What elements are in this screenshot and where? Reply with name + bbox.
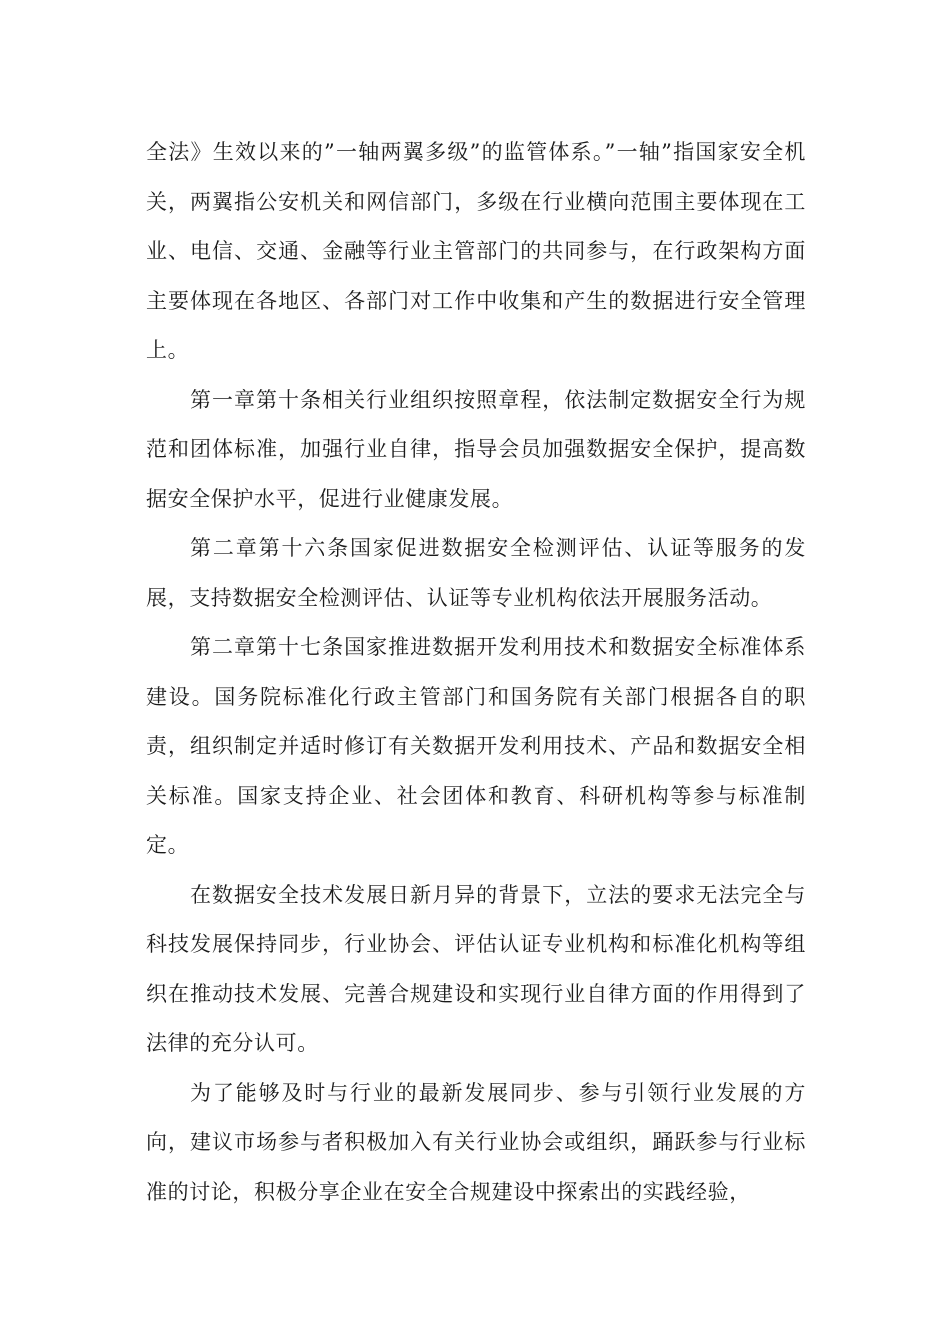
paragraph-industry-self-regulation: 在数据安全技术发展日新月异的背景下，立法的要求无法完全与科技发展保持同步，行业协会、评估认证专业机构和标准化机构等组织在推动技术发展、完善合规建设和实现行业自律方面的作用得到了法律的充分认可。: [146, 882, 806, 1055]
paragraph-chapter2-article17: 第二章第十七条国家推进数据开发利用技术和数据安全标准体系建设。国务院标准化行政主管部门和国务院有关部门根据各自的职责，组织制定并适时修订有关数据开发利用技术、产品和数据安全相关标准。国家支持企业、社会团体和教育、科研机构等参与标准制定。: [146, 635, 806, 857]
document-body: [146, 128, 806, 1217]
paragraph-recommendation: 为了能够及时与行业的最新发展同步、参与引领行业发展的方向，建议市场参与者积极加入有关行业协会或组织，踊跃参与行业标准的讨论，积极分享企业在安全合规建设中探索出的实践经验，: [146, 1080, 806, 1204]
paragraph-chapter1-article10: 第一章第十条相关行业组织按照章程，依法制定数据安全行为规范和团体标准，加强行业自律，指导会员加强数据安全保护，提高数据安全保护水平，促进行业健康发展。: [146, 387, 806, 511]
paragraph-supervision-system: 全法》生效以来的”一轴两翼多级”的监管体系。”一轴”指国家安全机关，两翼指公安机关和网信部门，多级在行业横向范围主要体现在工业、电信、交通、金融等行业主管部门的共同参与，在行政架构方面主要体现在各地区、各部门对工作中收集和产生的数据进行安全管理上。: [146, 140, 806, 362]
paragraph-chapter2-article16: 第二章第十六条国家促进数据安全检测评估、认证等服务的发展，支持数据安全检测评估、认证等专业机构依法开展服务活动。: [146, 536, 806, 610]
